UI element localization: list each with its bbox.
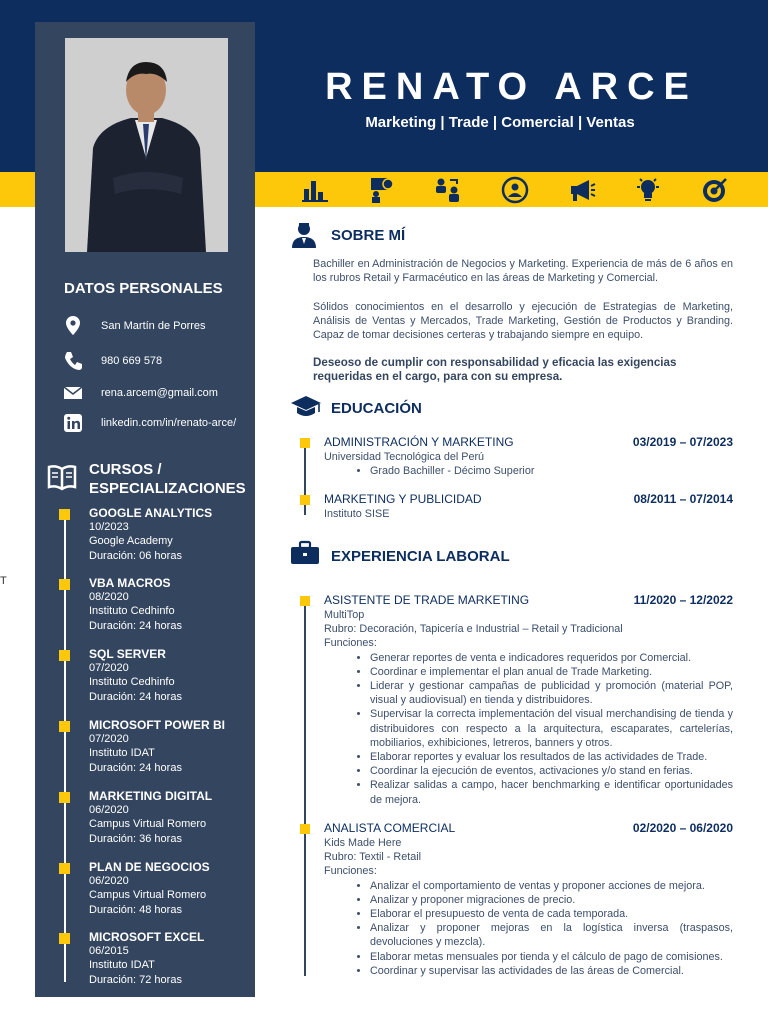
course-title: SQL SERVER [89,647,166,661]
course-duration: Duración: 48 horas [89,903,182,916]
contact-phone [63,350,162,372]
about-title: SOBRE MÍ [331,227,406,244]
experience-title: EXPERIENCIA LABORAL [331,548,510,565]
contact-linkedin-text[interactable]: linkedin.com/in/renato-arce/ [101,417,237,429]
course-duration: Duración: 24 horas [89,761,182,774]
entry-title: ADMINISTRACIÓN Y MARKETING [324,435,514,449]
entry-dates: 08/2011 – 07/2014 [633,492,733,506]
location-icon [63,315,101,337]
bar-chart-icon [300,175,330,205]
phone-icon [63,350,101,372]
function-item: • Analizar y proponer migraciones de precio. [370,893,733,907]
contact-phone-text: 980 669 578 [101,355,163,367]
entry-dates: 11/2020 – 12/2022 [633,593,733,607]
timeline-marker [59,863,70,874]
entry-functions-label: Funciones: [324,865,377,878]
contact-linkedin[interactable] [63,412,236,434]
timeline-marker [300,596,310,606]
function-item: • Generar reportes de venta e indicadores requeridos por Comercial. [370,651,733,665]
function-item: • Coordinar e implementar el plan anual de Trade Marketing. [370,665,733,679]
lightbulb-icon [633,175,663,205]
entry-dates: 03/2019 – 07/2023 [632,435,733,449]
function-item: • Coordinar y supervisar las actividades de las áreas de Comercial. [370,964,733,978]
course-org: Instituto IDAT [89,959,155,972]
course-org: Instituto Cedhinfo [89,676,175,689]
function-item: • Analizar y proponer mejoras en la logística inversa (traspasos, devoluciones y mezcla). [370,921,733,949]
course-title: MICROSOFT POWER BI [89,718,225,732]
course-date: 07/2020 [89,662,129,675]
personal-data-title: DATOS PERSONALES [64,280,223,297]
function-item: • Elaborar reportes y evaluar los resultados de las actividades de Trade. [370,750,733,764]
course-duration: Duración: 36 horas [89,832,182,845]
timeline-marker [300,495,310,505]
skills-icon-row [300,172,730,207]
course-title: VBA MACROS [89,576,171,590]
courses-title [89,460,246,498]
entry-title: MARKETING Y PUBLICIDAD [324,492,482,506]
course-title: GOOGLE ANALYTICS [89,506,213,520]
person-icon [290,220,318,255]
about-paragraph-1: Bachiller en Administración de Negocios y Marketing. Experiencia de más de 6 años en los rubros Retail y Farmacéutico en las áreas de Marketing y Comercial. [313,258,733,285]
course-org: Instituto Cedhinfo [89,605,175,618]
course-date: 10/2023 [89,521,129,534]
contact-email-text[interactable]: rena.arcem@gmail.com [101,387,218,399]
course-title: PLAN DE NEGOCIOS [89,860,210,874]
entry-title: ANALISTA COMERCIAL [324,821,456,835]
candidate-tagline: Marketing | Trade | Comercial | Ventas [365,114,635,131]
book-icon [47,464,77,497]
course-org: Campus Virtual Romero [89,889,207,902]
course-duration: Duración: 24 horas [89,690,182,703]
timeline-marker [59,509,70,520]
course-org: Instituto IDAT [89,747,155,760]
entry-functions-label: Funciones: [324,637,377,650]
linkedin-icon [63,412,101,434]
timeline-marker [59,579,70,590]
profile-photo [65,38,228,252]
entry-rubro: Rubro: Textil - Retail [324,851,422,864]
courses-title-line-1: CURSOS / [89,461,162,478]
team-exchange-icon [433,175,463,205]
course-date: 08/2020 [89,591,129,604]
sidebar [35,22,255,997]
candidate-name: RENATO ARCE [325,66,698,108]
target-person-icon [500,175,530,205]
contact-location [63,315,206,337]
course-org: Campus Virtual Romero [89,818,207,831]
course-date: 06/2015 [89,945,129,958]
education-title: EDUCACIÓN [331,400,422,417]
timeline-marker [59,650,70,661]
function-item: • Liderar y gestionar campañas de publicidad y promoción (material POP, visual y audiovisual) en tienda y distribuidores. [370,679,733,707]
entry-company: MultiTop [324,609,365,621]
dart-target-icon [700,175,730,205]
stray-character: T [0,575,7,587]
entry-title: ASISTENTE DE TRADE MARKETING [324,593,530,607]
function-item: • Realizar salidas a campo, hacer benchmarking e identificar oportunidades de mejora. [370,778,733,806]
course-date: 07/2020 [89,733,129,746]
function-item: • Elaborar metas mensuales por tienda y el cálculo de pago de comisiones. [370,950,733,964]
timeline-marker [59,792,70,803]
timeline-marker [300,438,310,448]
function-item: • Supervisar la correcta implementación del visual merchandising de tienda y distribuidores con respecto a la arquitectura, escaparates, cartelerías, mobiliarios, exhibiciones, letreros, banners y otros. [370,707,733,750]
course-duration: Duración: 72 horas [89,973,182,986]
entry-detail: • Grado Bachiller - Décimo Superior [370,464,733,478]
course-date: 06/2020 [89,804,129,817]
entry-school: Universidad Tecnológica del Perú [324,451,485,463]
entry-rubro: Rubro: Decoración, Tapicería e Industrial – Retail y Tradicional [324,623,623,636]
megaphone-icon [567,175,597,205]
about-paragraph-3: Deseoso de cumplir con responsabilidad y eficacia las exigencias requeridas en el cargo, para con su empresa. [313,356,677,384]
contact-email[interactable] [63,382,218,404]
entry-dates: 02/2020 – 06/2020 [632,821,733,835]
entry-school: Instituto SISE [324,508,390,520]
about-paragraph-2: Sólidos conocimientos en el desarrollo y ejecución de Estrategias de Marketing, Análisis de Ventas y Mercados, Trade Marketing, Gestión de Productos y Branding. Capaz de tomar decisiones certeras y trabajando siempre en equipo. [313,301,733,342]
presentation-icon [367,175,397,205]
entry-company: Kids Made Here [324,837,402,849]
function-item: • Analizar el comportamiento de ventas y proponer acciones de mejora. [370,879,733,893]
course-title: MARKETING DIGITAL [89,789,213,803]
contact-location-text: San Martín de Porres [101,320,206,332]
timeline-marker [59,933,70,944]
course-date: 06/2020 [89,875,129,888]
course-duration: Duración: 06 horas [89,549,182,562]
course-duration: Duración: 24 horas [89,619,182,632]
timeline-marker [59,721,70,732]
course-org: Google Academy [89,535,173,548]
graduation-cap-icon [290,394,322,425]
function-item: • Coordinar la ejecución de eventos, activaciones y/o stand en ferias. [370,764,733,778]
briefcase-icon [290,540,320,571]
function-item: • Elaborar el presupuesto de venta de cada temporada. [370,907,733,921]
experience-timeline [304,598,306,976]
course-title: MICROSOFT EXCEL [89,930,205,944]
courses-title-line-2: ESPECIALIZACIONES [89,480,246,497]
email-icon [63,382,101,404]
timeline-marker [300,824,310,834]
